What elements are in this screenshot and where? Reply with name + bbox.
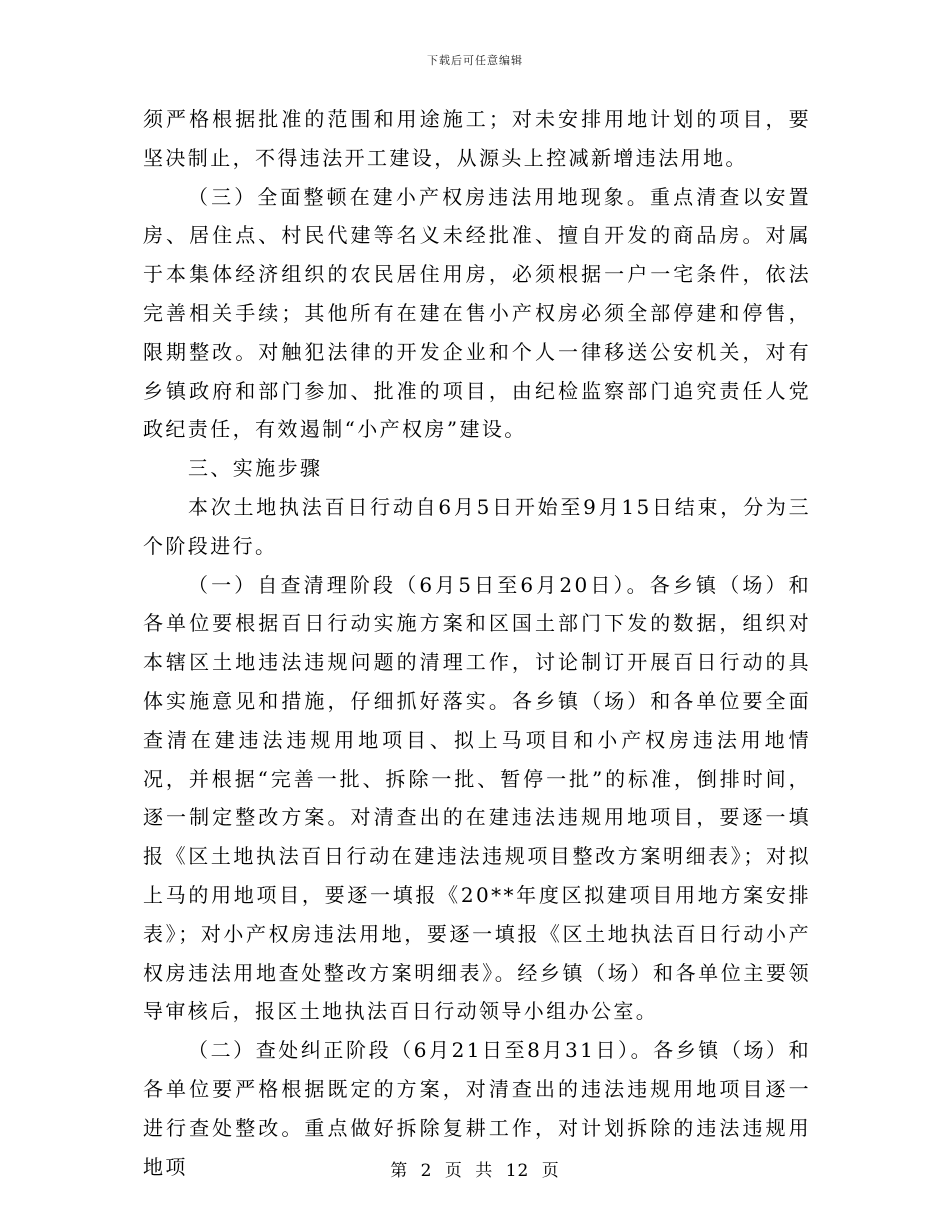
document-body [143, 100, 811, 1186]
page-header: 下载后可任意编辑 [427, 54, 523, 67]
paragraph-2: （三）全面整顿在建小产权房违法用地现象。重点清查以安置房、居住点、村民代建等名义未经批准、擅自开发的商品房。对属于本集体经济组织的农民居住用房，必须根据一户一宅条件，依法完善相关手续；其他所有在建在售小产权房必须全部停建和停售，限期整改。对触犯法律的开发企业和个人一律移送公安机关，对有乡镇政府和部门参加、批准的项目，由纪检监察部门追究责任人党政纪责任，有效遏制“小产权房”建设。 [143, 184, 811, 442]
paragraph-4: （一）自查清理阶段（6月5日至6月20日）。各乡镇（场）和各单位要根据百日行动实施方案和区国土部门下发的数据，组织对本辖区土地违法违规问题的清理工作，讨论制订开展百日行动的具体实施意见和措施，仔细抓好落实。各乡镇（场）和各单位要全面查清在建违法违规用地项目、拟上马项目和小产权房违法用地情况，并根据“完善一批、拆除一批、暂停一批”的标准，倒排时间，逐一制定整改方案。对清查出的在建违法违规用地项目，要逐一填报《区土地执法百日行动在建违法违规项目整改方案明细表》；对拟上马的用地项目，要逐一填报《20**年度区拟建项目用地方案安排表》；对小产权房违法用地，要逐一填报《区土地执法百日行动小产权房违法用地查处整改方案明细表》。经乡镇（场）和各单位主要领导审核后，报区土地执法百日行动领导小组办公室。 [143, 572, 811, 1024]
paragraph-1: 须严格根据批准的范围和用途施工；对未安排用地计划的项目，要坚决制止，不得违法开工建设，从源头上控减新增违法用地。 [143, 107, 811, 170]
section-heading: 三、实施步骤 [188, 456, 323, 481]
paragraph-3: 本次土地执法百日行动自6月5日开始至9月15日结束，分为三个阶段进行。 [143, 494, 811, 558]
page-footer: 第 2 页 共 12 页 [390, 1161, 560, 1181]
paragraph-5: （二）查处纠正阶段（6月21日至8月31日）。各乡镇（场）和各单位要严格根据既定的方案，对清查出的违法违规用地项目逐一进行查处整改。重点做好拆除复耕工作，对计划拆除的违法违规用地项 [143, 1038, 811, 1179]
